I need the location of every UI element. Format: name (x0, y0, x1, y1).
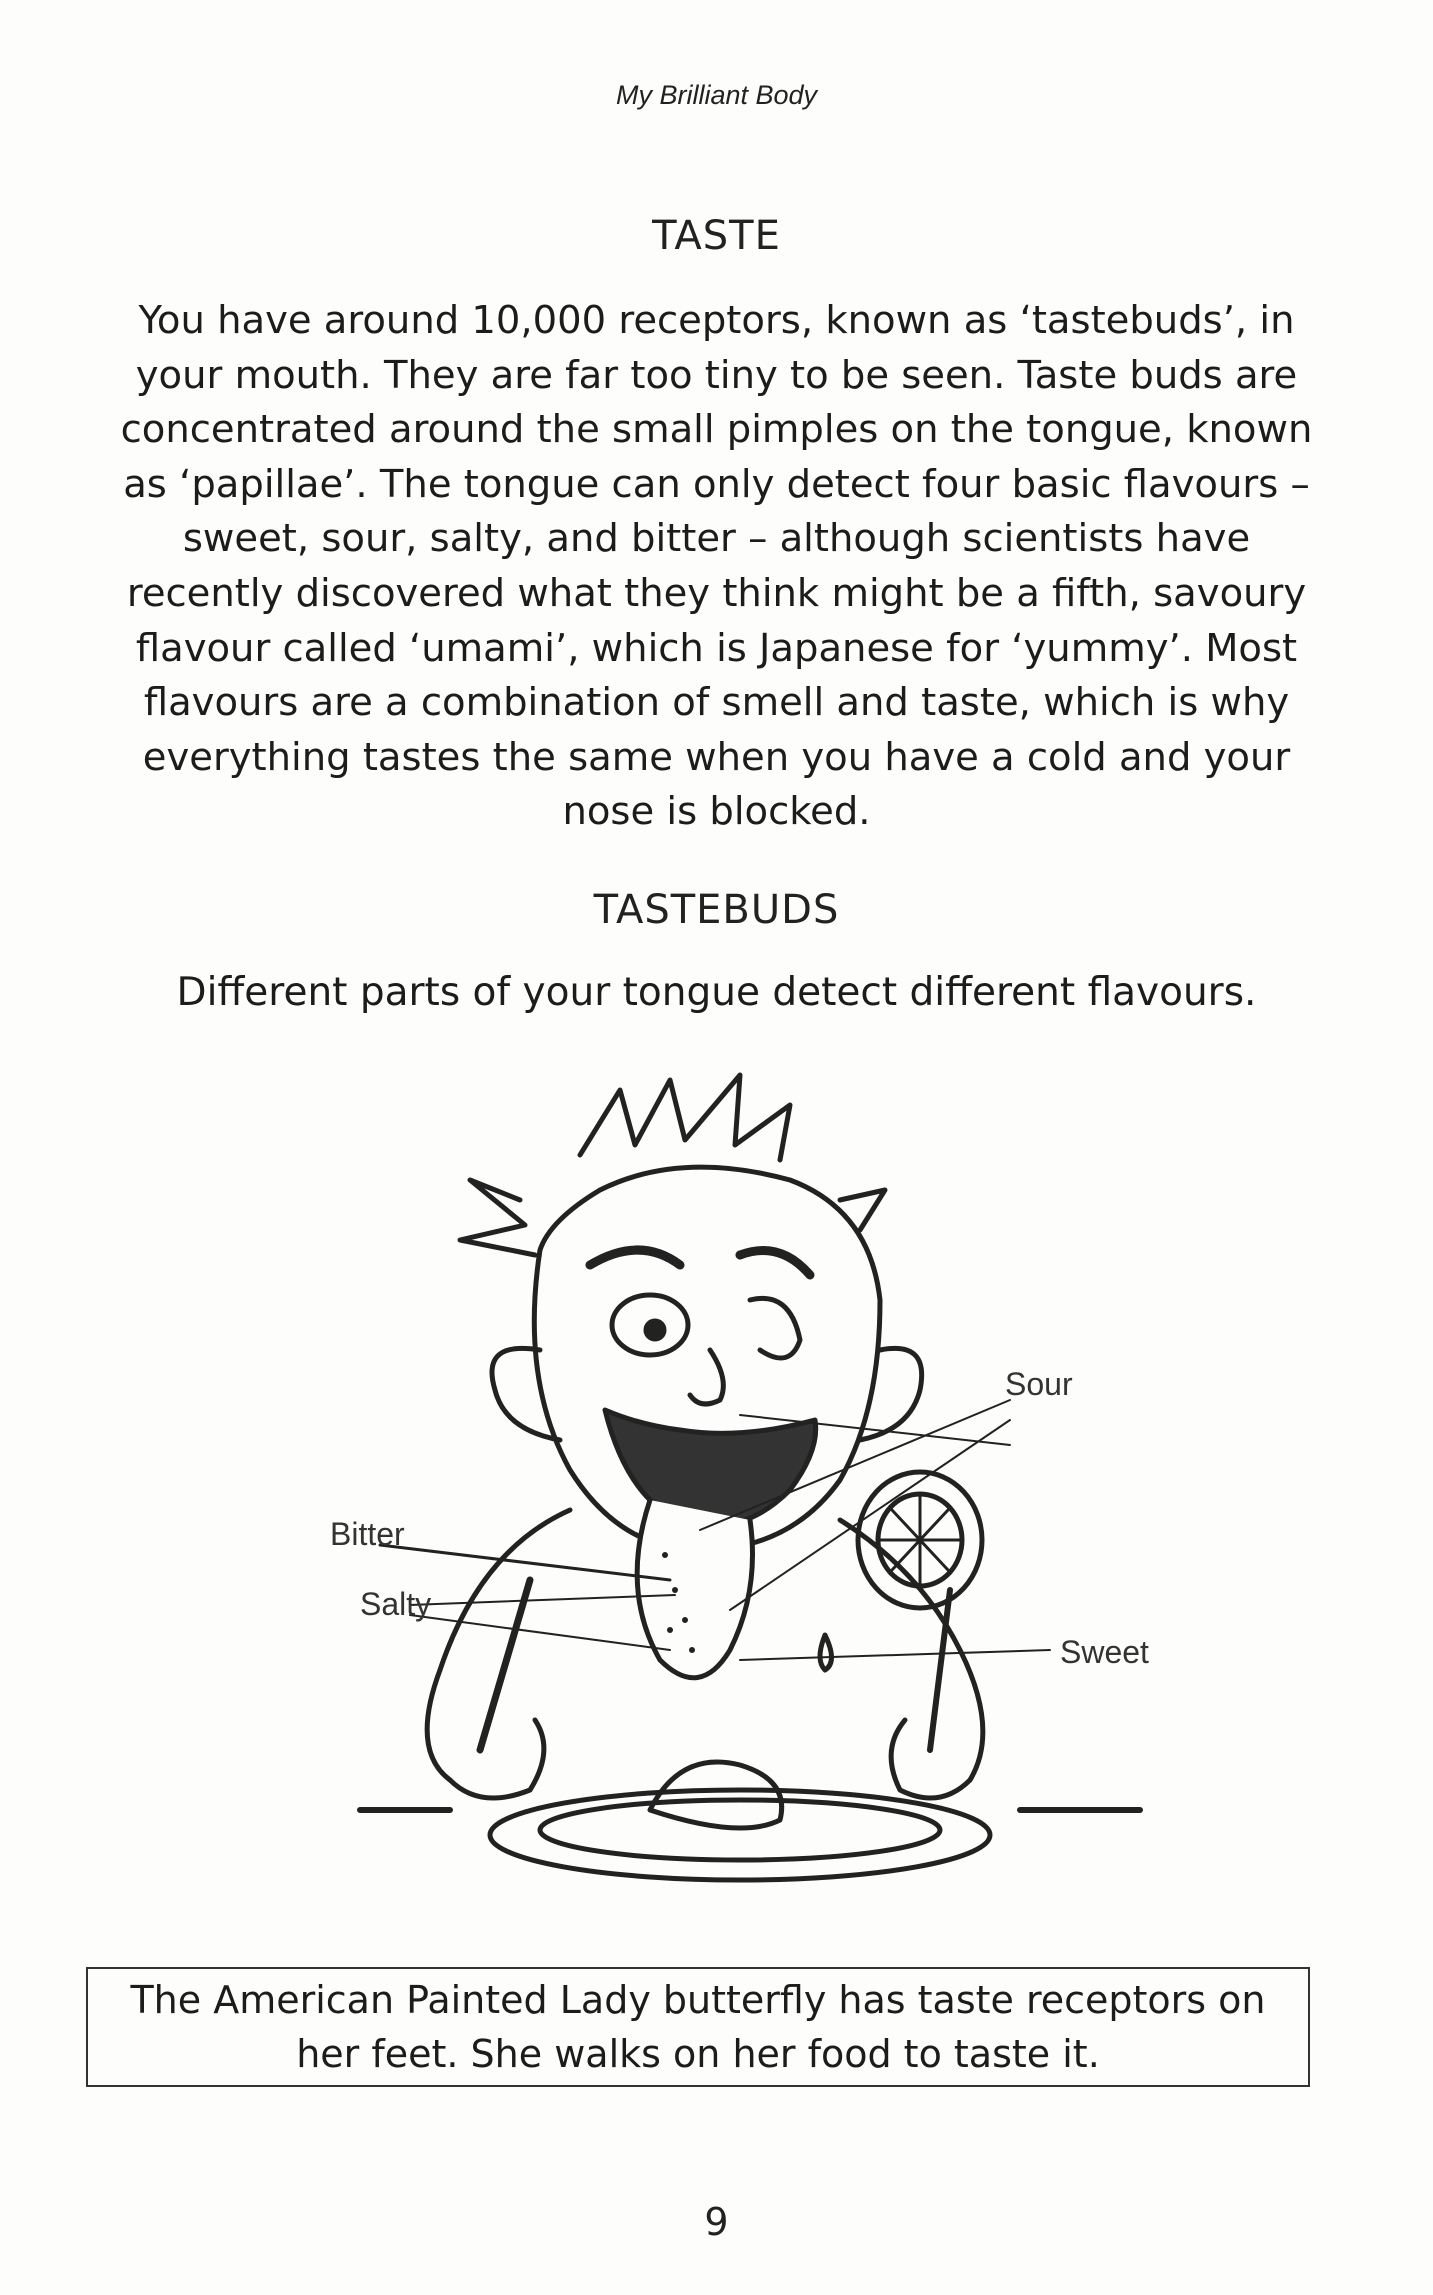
fact-box (86, 1967, 1310, 2087)
sweet-label: Sweet (1060, 1634, 1149, 1670)
subsection-title: TASTEBUDS (593, 887, 840, 933)
fact-text: The American Painted Lady butterfly has taste receptors on her feet. She walks on her food to taste it. (130, 1978, 1266, 2076)
intro-text: Different parts of your tongue detect different flavours. (176, 970, 1257, 1015)
section-title: TASTE (652, 213, 781, 259)
running-title: My Brilliant Body (615, 80, 818, 110)
bitter-label: Bitter (330, 1516, 405, 1552)
salty-label: Salty (360, 1586, 432, 1622)
sour-label: Sour (1005, 1366, 1073, 1402)
tongue-illustration (320, 1050, 1200, 1930)
page-number: 9 (704, 2200, 729, 2244)
body-paragraph: You have around 10,000 receptors, known as ‘tastebuds’, in your mouth. They are far too tiny to be seen. Taste buds are concentrated around the small pimples on the tongue, known as ‘papillae’. The tongue can only detect four basic flavours – sweet, sour, salty, and bitter – although scientists have recently discovered what they think might be a fifth, savoury flavour called ‘umami’, which is Japanese for ‘yummy’. Most flavours are a combination of smell and taste, which is why everything tastes the same when you have a cold and your nose is blocked. (120, 298, 1313, 835)
